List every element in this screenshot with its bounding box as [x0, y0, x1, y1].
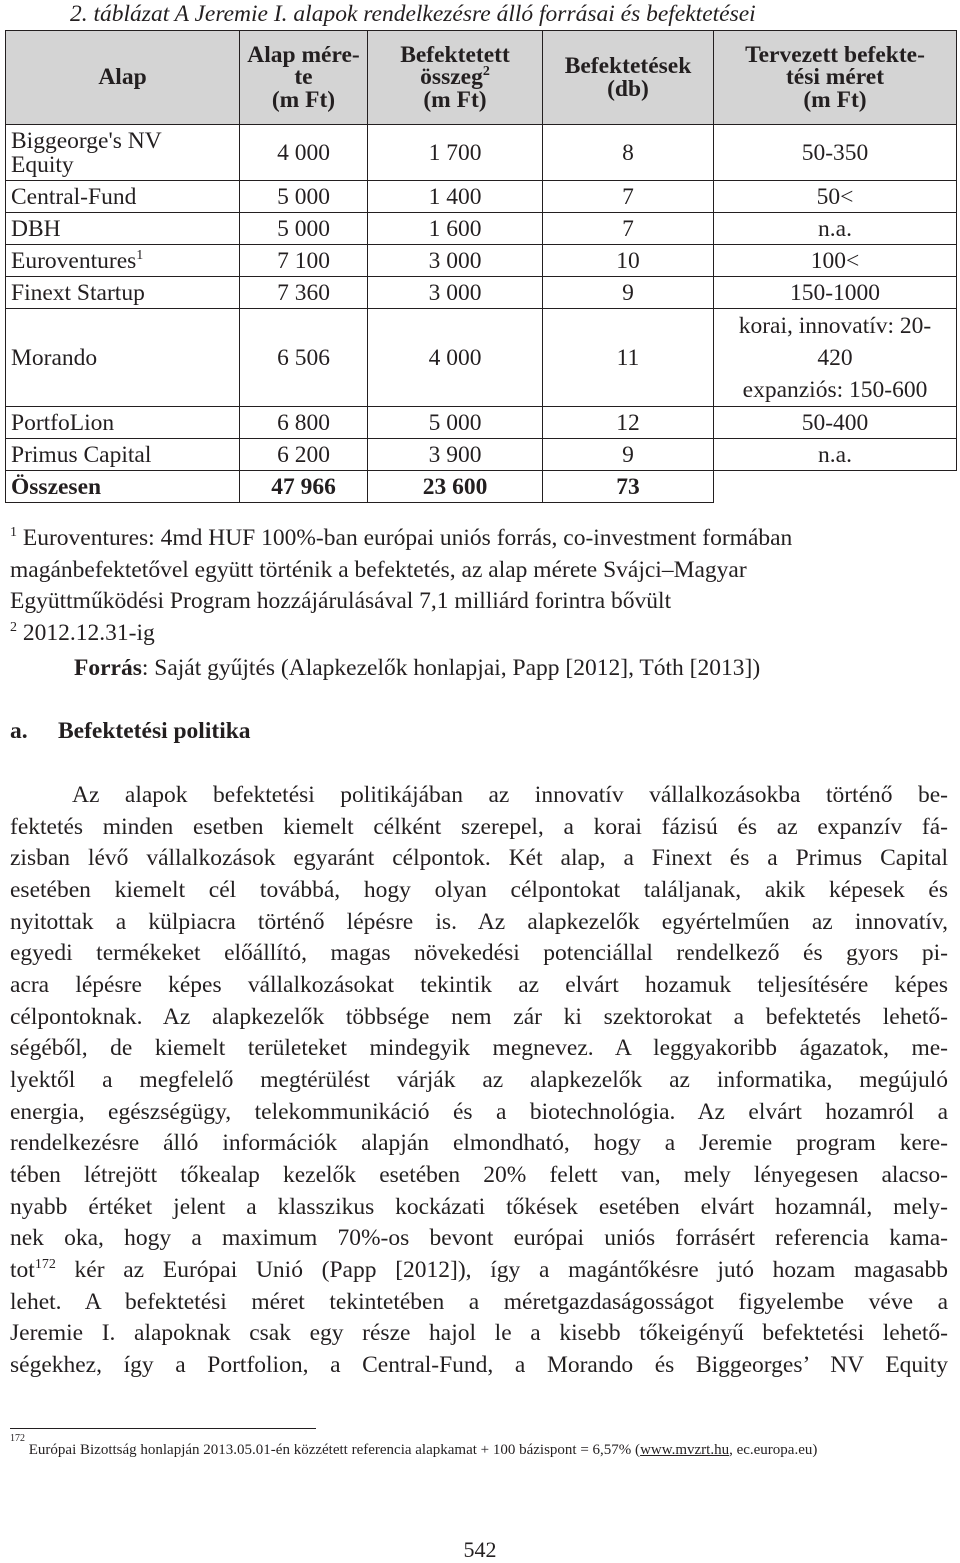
row-count: 9 [543, 277, 714, 309]
row-size: 7 360 [240, 277, 368, 309]
row-size: 4 000 [240, 125, 368, 181]
section-heading: a. Befektetési politika [10, 718, 251, 744]
body-line: zisban lévő vállalkozások egyaránt célpontok. Két alap, a Finext és a Primus Capital [10, 845, 948, 872]
row-planned: n.a. [714, 439, 957, 471]
row-name: Euroventures$^1$ [6, 245, 240, 277]
row-size: 5 000 [240, 181, 368, 213]
total-empty-cell [714, 471, 957, 503]
body-line: lehet. A befektetési méret tekintetében a méretgazdaságosságot figyelembe véve a [10, 1288, 948, 1315]
row-name: Primus Capital [6, 439, 240, 471]
table-total-row [6, 471, 957, 503]
row-invested: 5 000 [368, 407, 543, 439]
row-name: Finext Startup [6, 277, 240, 309]
row-count: 12 [543, 407, 714, 439]
row-invested: 1 600 [368, 213, 543, 245]
footnote: $^{172}$ Európai Bizottság honlapján 2013.05.01-én közzétett referencia alapkamat + 100 bázispont = 6,57% (www.mvzrt.hu, ec.europa.eu) [10, 1433, 818, 1458]
body-line: nyitottak a külpiacra történő lépésre is. Az alapkezelők egyértelműen az innovatív, [10, 908, 948, 935]
row-count: 11 [543, 309, 714, 407]
row-size: 5 000 [240, 213, 368, 245]
row-invested: 4 000 [368, 309, 543, 407]
row-count: 7 [543, 181, 714, 213]
note-2: $^2$ 2012.12.31-ig [10, 619, 155, 646]
note-1: $^1$ Euroventures: 4md HUF 100%-ban európai uniós forrás, co-investment formában [10, 525, 793, 551]
table-row [6, 309, 957, 407]
body-line: nyabb értéket jelent a klasszikus kockázati tőkések esetében elvárt hozamnál, mely- [10, 1193, 948, 1220]
row-name: DBH [6, 213, 240, 245]
table-source: Forrás: Saját gyűjtés (Alapkezelők honlapjai, Papp [2012], Tóth [2013]) [74, 655, 761, 681]
row-invested: 1 400 [368, 181, 543, 213]
row-planned: 50< [714, 181, 957, 213]
body-line: acra lépésre képes vállalkozásokat tekintik az elvárt hozamuk teljesítésére képes [10, 971, 948, 998]
header-planned: Tervezett befekte- tési méret (m Ft) [714, 31, 957, 125]
body-line: tében létrejött tőkealap kezelők esetében 20% felett van, mely lényegesen alacso- [10, 1161, 948, 1188]
row-planned: 50-400 [714, 407, 957, 439]
row-planned: 150-1000 [714, 277, 957, 309]
body-line: ségéből, de kiemelt területeket mindegyik megnevez. A leggyakoribb ágazatok, me- [10, 1035, 948, 1062]
table-notes [10, 523, 945, 649]
body-line: fektetés minden esetben kiemelt célként szerepel, a korai fázisú és az expanzív fá- [10, 813, 948, 840]
row-invested: 3 900 [368, 439, 543, 471]
row-size: 6 800 [240, 407, 368, 439]
note-1-line-2: magánbefektetővel együtt történik a befektetés, az alap mérete Svájci–Magyar [10, 556, 747, 583]
table-row [6, 407, 957, 439]
page-number: 542 [463, 1537, 497, 1562]
total-invested: 23 600 [368, 471, 543, 503]
header-size: Alap mére- te (m Ft) [240, 31, 368, 125]
table-row [6, 181, 957, 213]
footnote-ref: 172 [34, 1257, 56, 1273]
row-planned: n.a. [714, 213, 957, 245]
row-name: Central-Fund [6, 181, 240, 213]
row-invested: 3 000 [368, 277, 543, 309]
body-line: ségekhez, így a Portfolion, a Central-Fund, a Morando és Biggeorges’ NV Equity [10, 1351, 948, 1378]
row-size: 7 100 [240, 245, 368, 277]
row-count: 10 [543, 245, 714, 277]
header-fund: Alap [6, 31, 240, 125]
row-size: 6 506 [240, 309, 368, 407]
body-line: tot$^{172}$ kér az Európai Unió (Papp [2012]), így a magántőkésre jutó hozam magasabb [10, 1256, 948, 1283]
row-name: PortfoLion [6, 407, 240, 439]
row-count: 7 [543, 213, 714, 245]
row-count: 8 [543, 125, 714, 181]
row-planned: korai, innovatív: 20- 420 expanziós: 150-600 [714, 309, 957, 407]
body-line: Az alapok befektetési politikájában az innovatív vállalkozásokba történő be- [72, 782, 948, 808]
table-row [6, 213, 957, 245]
fund-table [5, 30, 957, 503]
row-size: 6 200 [240, 439, 368, 471]
row-planned: 50-350 [714, 125, 957, 181]
body-line: lyektől a megfelelő megtérülést várják az alapkezelők az informatika, megújuló [10, 1066, 948, 1093]
body-line: nek oka, hogy a maximum 70%-os bevont európai uniós forrásért referencia kama- [10, 1225, 948, 1252]
table-row [6, 439, 957, 471]
table-row [6, 277, 957, 309]
total-size: 47 966 [240, 471, 368, 503]
row-invested: 1 700 [368, 125, 543, 181]
body-line: egyedi termékeket előállító, magas növekedési potenciállal rendelkező és gyors pi- [10, 940, 948, 967]
footnote-link[interactable]: www.mvzrt.hu [640, 1442, 730, 1458]
row-name: Morando [6, 309, 240, 407]
table-row [6, 245, 957, 277]
total-count: 73 [543, 471, 714, 503]
body-line: energia, egészségügy, telekommunikáció és a biotechnológia. Az elvárt hozamról a [10, 1098, 948, 1125]
body-paragraph [10, 780, 948, 1381]
row-planned: 100< [714, 245, 957, 277]
row-invested: 3 000 [368, 245, 543, 277]
footnote-divider [10, 1428, 316, 1429]
table-caption: 2. táblázat A Jeremie I. alapok rendelkezésre álló forrásai és befektetései [70, 1, 756, 27]
body-line: célpontoknak. Az alapkezelők többsége nem zár ki szektorokat a befektetés lehető- [10, 1003, 948, 1030]
row-name: Biggeorge's NV Equity [6, 125, 240, 181]
row-count: 9 [543, 439, 714, 471]
total-label: Összesen [6, 471, 240, 503]
body-line: rendelkezésre álló információk alapján elmondható, hogy a Jeremie program kere- [10, 1130, 948, 1157]
header-count: Befektetések (db) [543, 31, 714, 125]
body-line: Jeremie I. alapoknak csak egy része hajol le a kisebb tőkeigényű befektetési lehető- [10, 1320, 948, 1347]
body-line: esetében kiemelt cél továbbá, hogy olyan célpontokat találjanak, akik képesek és [10, 876, 948, 903]
table-header-row [6, 31, 957, 125]
header-invested: Befektetett összeg$^2$ (m Ft) [368, 31, 543, 125]
table-row [6, 125, 957, 181]
note-1-line-3: Együttműködési Program hozzájárulásával 7,1 milliárd forintra bővült [10, 588, 672, 614]
